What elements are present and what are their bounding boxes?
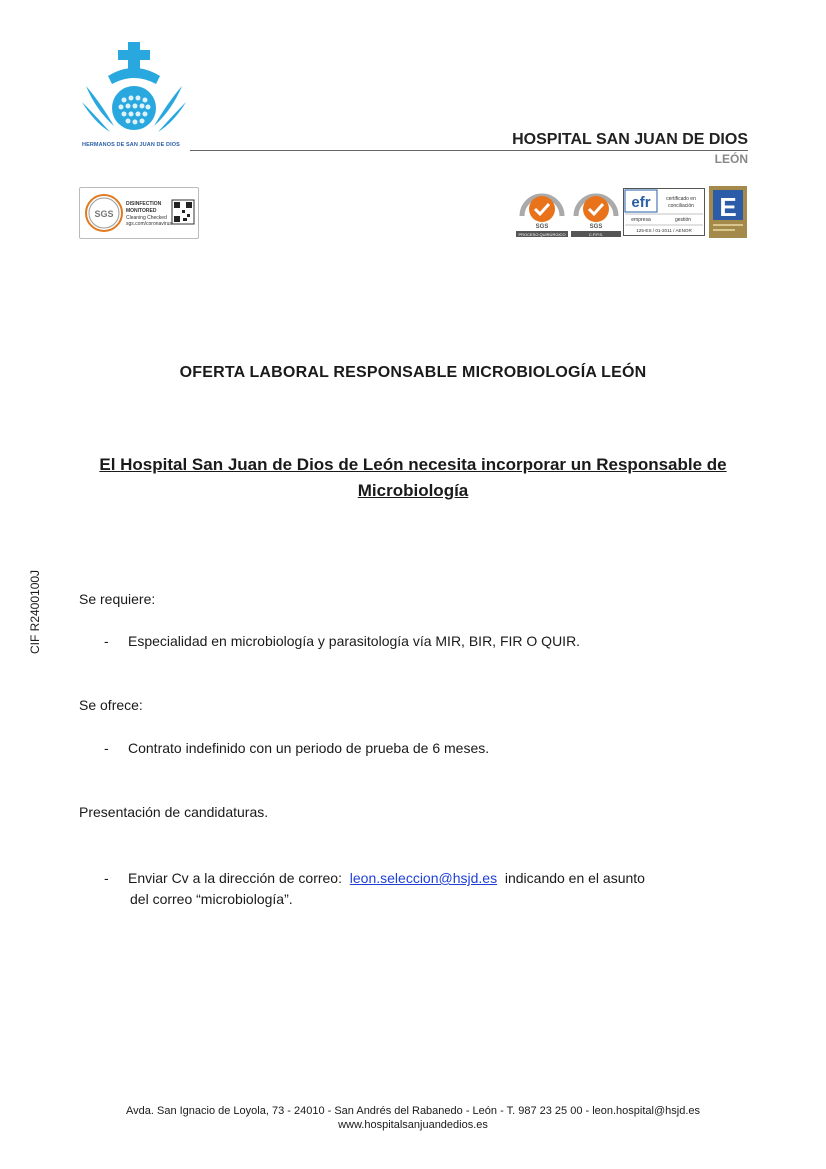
document-title: OFERTA LABORAL RESPONSABLE MICROBIOLOGÍA LEÓN bbox=[179, 364, 647, 381]
excellence-e-icon bbox=[709, 186, 747, 238]
sgs-disinfection-badge bbox=[79, 187, 199, 239]
section-offer-heading: Se ofrece: bbox=[79, 697, 143, 713]
excellence-letter: E bbox=[719, 192, 737, 222]
subtitle-line2: Microbiología bbox=[357, 481, 469, 500]
bullet-dash: - bbox=[104, 633, 109, 649]
apply-line2: del correo “microbiología”. bbox=[130, 891, 293, 907]
section-required-heading: Se requiere: bbox=[79, 591, 156, 607]
hospital-name: HOSPITAL SAN JUAN DE DIOS bbox=[512, 131, 748, 148]
efr-line1: certificado en bbox=[666, 196, 696, 202]
efr-badge bbox=[623, 188, 705, 236]
efr-code: 125-ES / 01-2011 / AENOR bbox=[636, 228, 692, 233]
bullet-dash: - bbox=[104, 740, 109, 756]
document-subtitle bbox=[60, 452, 766, 504]
bullet-dash: - bbox=[104, 870, 109, 886]
disinfection-line2: MONITORED bbox=[126, 208, 157, 214]
sgs-cpps-brand: SGS bbox=[589, 224, 603, 230]
sgs-check-seal-icon bbox=[516, 186, 568, 238]
sgs-cpps-badge bbox=[571, 186, 621, 238]
offer-item: Contrato indefinido con un periodo de prueba de 6 meses. bbox=[128, 740, 490, 756]
section-apply-heading: Presentación de candidaturas. bbox=[79, 804, 269, 820]
required-item: Especialidad en microbiología y parasitología vía MIR, BIR, FIR O QUIR. bbox=[128, 633, 581, 649]
efr-left-label: empresa bbox=[631, 217, 651, 223]
disinfection-line1: DISINFECTION bbox=[126, 201, 162, 207]
efr-line2: conciliación bbox=[668, 203, 694, 209]
sgs-check-seal-icon bbox=[571, 186, 621, 238]
disinfection-line4: sgs.com/coronavirus bbox=[126, 221, 172, 227]
header-rule bbox=[190, 150, 748, 151]
apply-line1 bbox=[128, 870, 645, 886]
sgs-seal-icon bbox=[80, 188, 198, 238]
sgs-quirurgico-caption: PROCESO QUIRÚRGICO bbox=[518, 232, 566, 237]
sgs-cpps-caption: C.P.P.S. bbox=[588, 232, 604, 237]
excellence-badge bbox=[709, 186, 747, 238]
sgs-quirurgico-badge bbox=[516, 186, 568, 238]
efr-logo-text: efr bbox=[631, 194, 651, 211]
subtitle-line1: El Hospital San Juan de Dios de León necesita incorporar un Responsable de bbox=[99, 455, 727, 474]
email-link[interactable]: leon.seleccion@hsjd.es bbox=[349, 870, 498, 886]
efr-cert-icon bbox=[623, 188, 705, 236]
apply-prefix: Enviar Cv a la dirección de correo: bbox=[128, 870, 342, 886]
brand-logo bbox=[78, 40, 190, 152]
hermanos-logo-icon bbox=[78, 40, 190, 140]
footer-website[interactable]: www.hospitalsanjuandedios.es bbox=[338, 1119, 488, 1131]
apply-suffix: indicando en el asunto bbox=[504, 870, 645, 886]
sgs-brand-text: SGS bbox=[94, 209, 114, 219]
cif-vertical-label: CIF R2400100J bbox=[28, 569, 42, 654]
qr-code-icon bbox=[172, 200, 194, 224]
footer-address: Avda. San Ignacio de Loyola, 73 - 24010 - San Andrés del Rabanedo - León - T. 987 23 25 00 - leon.hospital@hsjd.es bbox=[126, 1105, 700, 1117]
hospital-city: LEÓN bbox=[714, 152, 748, 166]
sgs-quirurgico-brand: SGS bbox=[535, 224, 549, 230]
disinfection-line3: Cleaning Checked bbox=[126, 215, 167, 221]
logo-caption: HERMANOS DE SAN JUAN DE DIOS bbox=[82, 142, 180, 148]
efr-right-label: gestión bbox=[674, 217, 692, 223]
